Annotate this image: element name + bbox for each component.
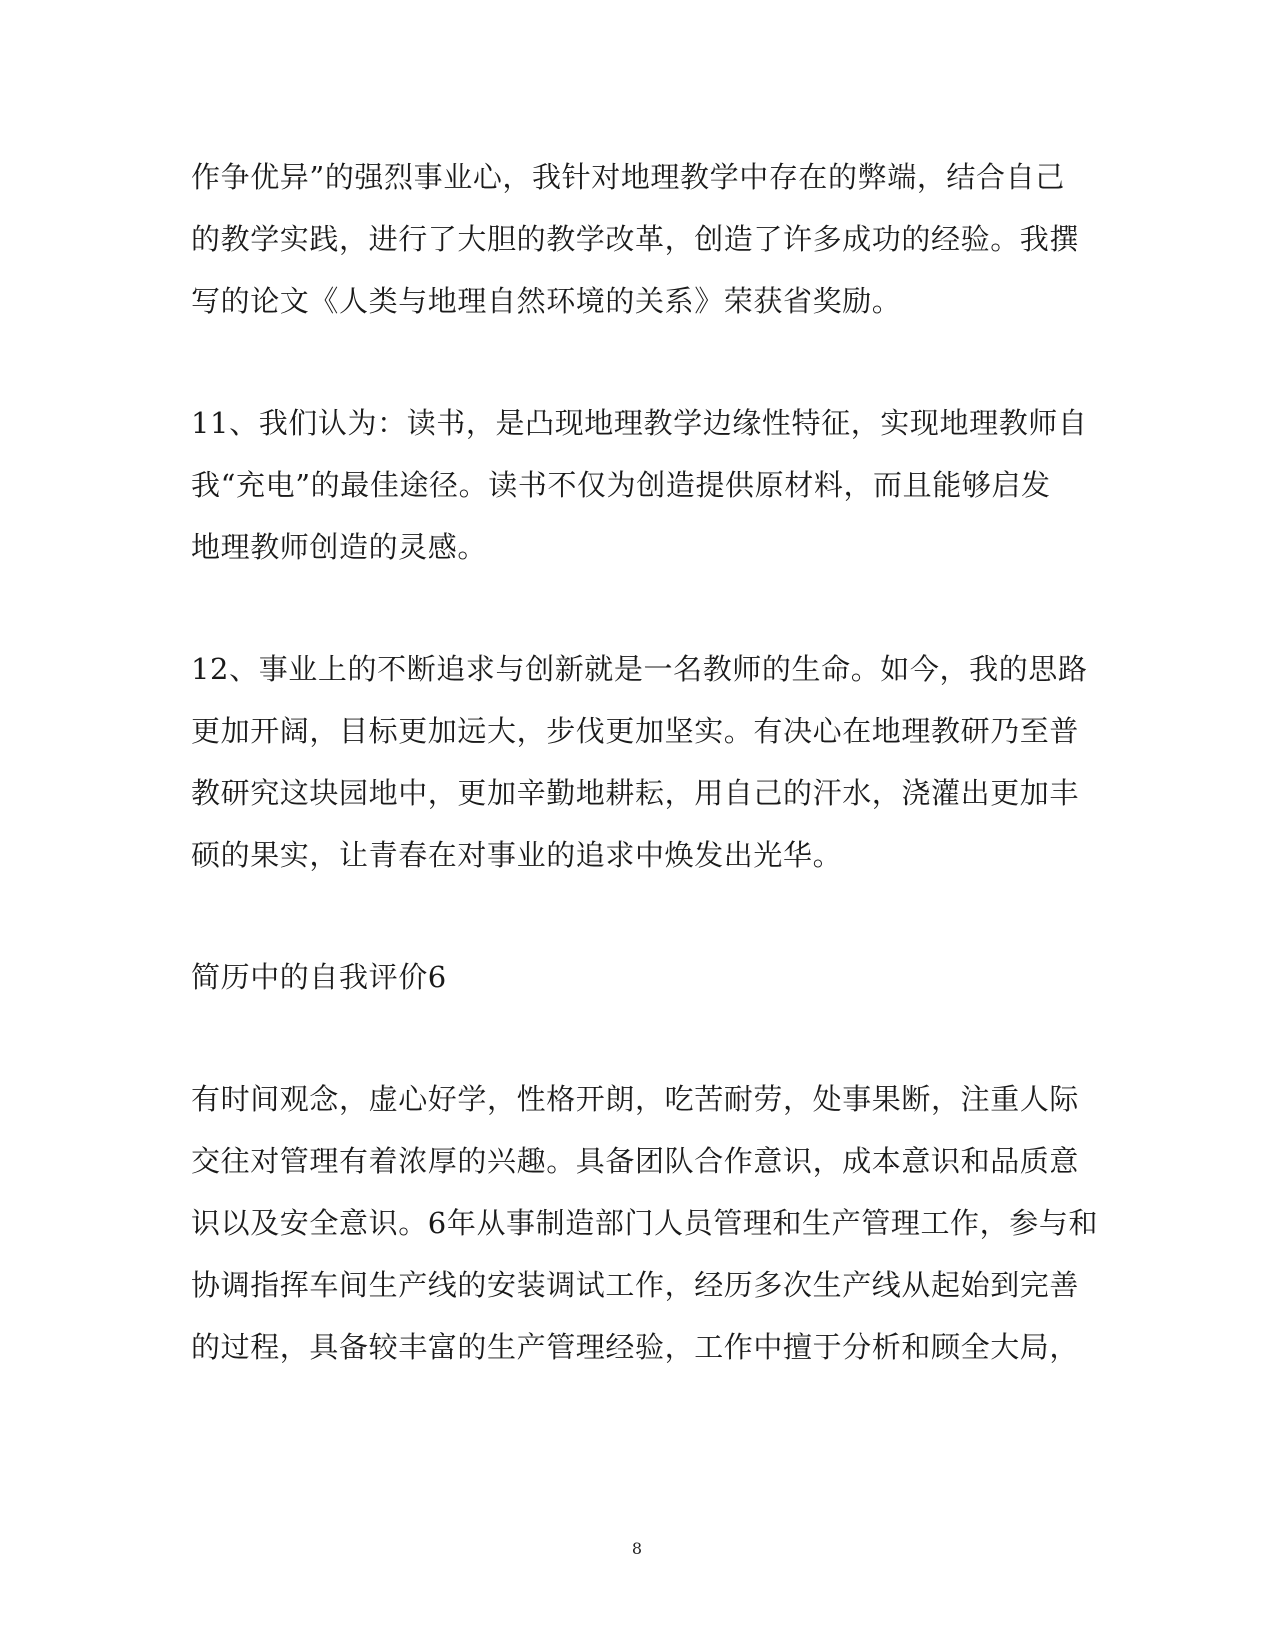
paragraph-3-line-3: 教研究这块园地中，更加辛勤地耕耘，用自己的汗水，浇灌出更加丰 xyxy=(191,776,1080,810)
paragraph-5-line-4: 协调指挥车间生产线的安装调试工作，经历多次生产线从起始到完善 xyxy=(191,1268,1080,1302)
paragraph-3-line-1: 12、事业上的不断追求与创新就是一名教师的生命。如今，我的思路 xyxy=(191,652,1088,686)
paragraph-2-line-2: 我“充电”的最佳途径。读书不仅为创造提供原材料，而且能够启发 xyxy=(191,468,1051,502)
paragraph-5-line-1: 有时间观念，虚心好学，性格开朗，吃苦耐劳，处事果断，注重人际 xyxy=(191,1082,1080,1116)
page-number: 8 xyxy=(631,1539,643,1558)
section-heading: 简历中的自我评价6 xyxy=(191,960,447,994)
paragraph-5-line-2: 交往对管理有着浓厚的兴趣。具备团队合作意识，成本意识和品质意 xyxy=(191,1144,1080,1178)
paragraph-1-line-1: 作争优异”的强烈事业心，我针对地理教学中存在的弊端，结合自己 xyxy=(191,160,1065,194)
paragraph-2-line-3: 地理教师创造的灵感。 xyxy=(191,530,488,564)
paragraph-1-line-2: 的教学实践，进行了大胆的教学改革，创造了许多成功的经验。我撰 xyxy=(191,222,1080,256)
paragraph-5-line-5: 的过程，具备较丰富的生产管理经验，工作中擅于分析和顾全大局， xyxy=(191,1330,1080,1364)
paragraph-1-line-3: 写的论文《人类与地理自然环境的关系》荣获省奖励。 xyxy=(191,284,902,318)
paragraph-5-line-3: 识以及安全意识。6年从事制造部门人员管理和生产管理工作，参与和 xyxy=(191,1206,1099,1240)
paragraph-2-line-1: 11、我们认为：读书，是凸现地理教学边缘性特征，实现地理教师自 xyxy=(191,406,1088,440)
paragraph-3-line-2: 更加开阔，目标更加远大，步伐更加坚实。有决心在地理教研乃至普 xyxy=(191,714,1080,748)
paragraph-3-line-4: 硕的果实，让青春在对事业的追求中焕发出光华。 xyxy=(191,838,843,872)
